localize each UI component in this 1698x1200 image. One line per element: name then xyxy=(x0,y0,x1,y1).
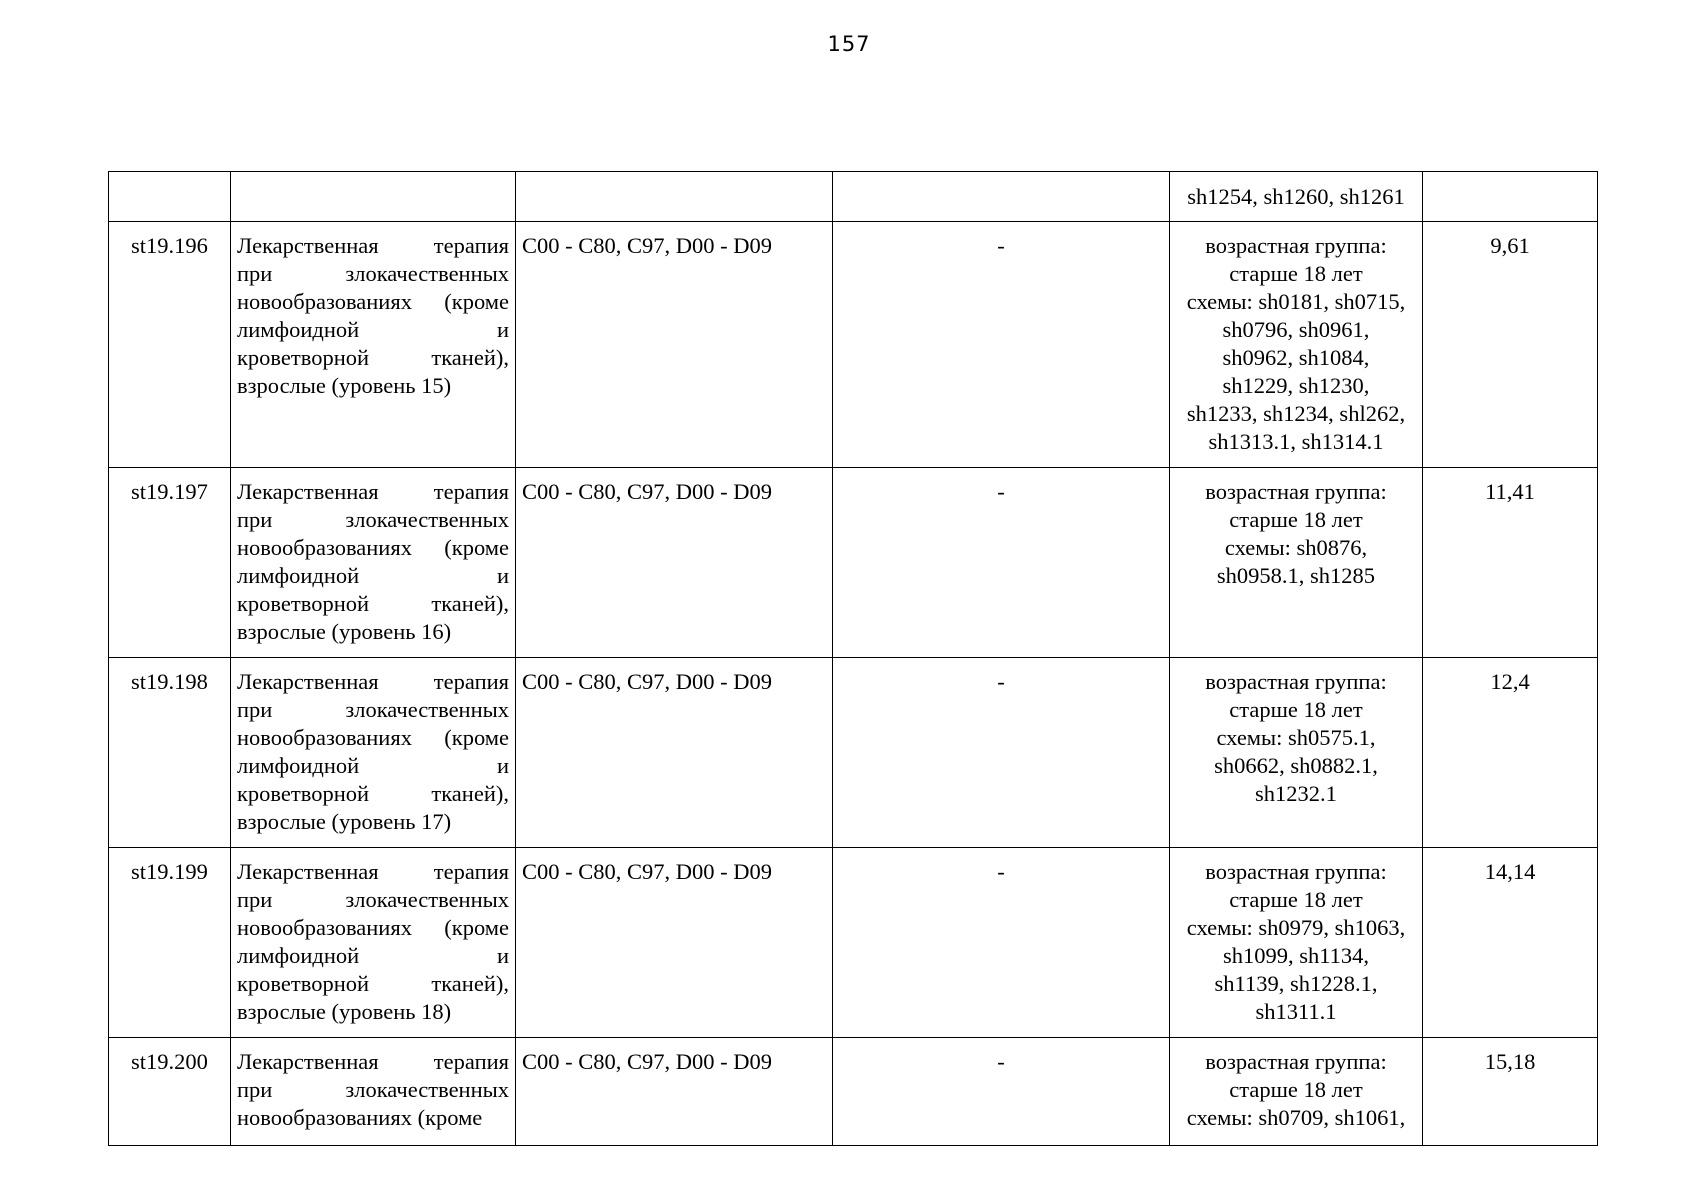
criteria-line: схемы: sh0979, sh1063, xyxy=(1186,915,1406,940)
name-line: новообразованиях (кроме xyxy=(237,725,509,750)
name-line: при злокачественных xyxy=(237,887,509,912)
name-line: кроветворной тканей), xyxy=(237,971,509,996)
cell-coefficient: 11,41 xyxy=(1423,468,1598,658)
cell-dash xyxy=(833,172,1170,222)
cell-dash: - xyxy=(833,848,1170,1038)
table-row xyxy=(109,468,1598,658)
cell-diagnosis: C00 - C80, C97, D00 - D09 xyxy=(516,1038,833,1146)
criteria-line: sh0662, sh0882.1, xyxy=(1214,753,1378,778)
cell-coefficient: 12,4 xyxy=(1423,658,1598,848)
name-line: Лекарственная терапия xyxy=(237,859,509,884)
cell-name xyxy=(231,1038,516,1146)
criteria-line: схемы: sh0575.1, xyxy=(1216,725,1376,750)
criteria-line: старше 18 лет xyxy=(1229,1077,1363,1102)
name-line: лимфоидной и xyxy=(237,317,509,342)
name-line: взрослые (уровень 16) xyxy=(237,619,452,644)
criteria-line: старше 18 лет xyxy=(1229,507,1363,532)
cell-name xyxy=(231,468,516,658)
name-line: новообразованиях (кроме xyxy=(237,1105,483,1130)
criteria-line: старше 18 лет xyxy=(1229,697,1363,722)
cell-diagnosis: C00 - C80, C97, D00 - D09 xyxy=(516,468,833,658)
name-line: взрослые (уровень 17) xyxy=(237,809,452,834)
table-row xyxy=(109,1038,1598,1146)
criteria-line: sh0958.1, sh1285 xyxy=(1216,563,1376,588)
cell-code: st19.199 xyxy=(109,848,231,1038)
criteria-line: sh1139, sh1228.1, xyxy=(1214,971,1378,996)
name-line: взрослые (уровень 18) xyxy=(237,999,452,1024)
criteria-line: возрастная группа: xyxy=(1205,669,1387,694)
cell-code: st19.200 xyxy=(109,1038,231,1146)
table-row xyxy=(109,222,1598,468)
name-line: новообразованиях (кроме xyxy=(237,535,509,560)
cell-code xyxy=(109,172,231,222)
cell-criteria xyxy=(1170,222,1423,468)
cell-name xyxy=(231,848,516,1038)
criteria-line: схемы: sh0709, sh1061, xyxy=(1186,1105,1406,1130)
cell-criteria xyxy=(1170,848,1423,1038)
name-line: при злокачественных xyxy=(237,261,509,286)
name-line: при злокачественных xyxy=(237,507,509,532)
criteria-line: sh1099, sh1134, xyxy=(1222,943,1370,968)
cell-dash: - xyxy=(833,1038,1170,1146)
criteria-line: схемы: sh0181, sh0715, xyxy=(1186,289,1406,314)
cell-dash: - xyxy=(833,222,1170,468)
criteria-line: возрастная группа: xyxy=(1205,479,1387,504)
criteria-line: sh1232.1 xyxy=(1255,781,1337,806)
cell-code: st19.198 xyxy=(109,658,231,848)
name-line: Лекарственная терапия xyxy=(237,479,509,504)
cell-coefficient xyxy=(1423,172,1598,222)
tariff-table xyxy=(108,171,1598,1146)
cell-coefficient: 15,18 xyxy=(1423,1038,1598,1146)
name-line: Лекарственная терапия xyxy=(237,669,509,694)
cell-dash: - xyxy=(833,658,1170,848)
table-row-continuation xyxy=(109,172,1598,222)
cell-criteria xyxy=(1170,1038,1423,1146)
name-line: взрослые (уровень 15) xyxy=(237,373,452,398)
cell-diagnosis: C00 - C80, C97, D00 - D09 xyxy=(516,222,833,468)
table-row xyxy=(109,658,1598,848)
cell-diagnosis: C00 - C80, C97, D00 - D09 xyxy=(516,658,833,848)
cell-name xyxy=(231,222,516,468)
criteria-line: схемы: sh0876, xyxy=(1224,535,1368,560)
name-line: при злокачественных xyxy=(237,697,509,722)
name-line: кроветворной тканей), xyxy=(237,345,509,370)
cell-dash: - xyxy=(833,468,1170,658)
name-line: новообразованиях (кроме xyxy=(237,915,509,940)
page-number: 157 xyxy=(827,32,871,56)
cell-criteria: sh1254, sh1260, sh1261 xyxy=(1170,172,1423,222)
criteria-line: старше 18 лет xyxy=(1229,261,1363,286)
cell-coefficient: 9,61 xyxy=(1423,222,1598,468)
cell-diagnosis xyxy=(516,172,833,222)
criteria-line: sh0796, sh0961, xyxy=(1222,317,1370,342)
criteria-line: sh1229, sh1230, xyxy=(1222,373,1370,398)
cell-name xyxy=(231,172,516,222)
criteria-line: sh0962, sh1084, xyxy=(1222,345,1370,370)
cell-criteria xyxy=(1170,658,1423,848)
cell-criteria xyxy=(1170,468,1423,658)
name-line: лимфоидной и xyxy=(237,753,509,778)
criteria-line: sh1311.1 xyxy=(1255,999,1337,1024)
cell-diagnosis: C00 - C80, C97, D00 - D09 xyxy=(516,848,833,1038)
name-line: кроветворной тканей), xyxy=(237,591,509,616)
name-line: при злокачественных xyxy=(237,1077,509,1102)
name-line: лимфоидной и xyxy=(237,943,509,968)
cell-name xyxy=(231,658,516,848)
criteria-line: возрастная группа: xyxy=(1205,1049,1387,1074)
criteria-line: sh1313.1, sh1314.1 xyxy=(1208,429,1384,454)
criteria-line: возрастная группа: xyxy=(1205,233,1387,258)
cell-code: st19.197 xyxy=(109,468,231,658)
table-row xyxy=(109,848,1598,1038)
name-line: новообразованиях (кроме xyxy=(237,289,509,314)
name-line: Лекарственная терапия xyxy=(237,1049,509,1074)
name-line: лимфоидной и xyxy=(237,563,509,588)
cell-code: st19.196 xyxy=(109,222,231,468)
criteria-line: возрастная группа: xyxy=(1205,859,1387,884)
criteria-line: старше 18 лет xyxy=(1229,887,1363,912)
name-line: кроветворной тканей), xyxy=(237,781,509,806)
name-line: Лекарственная терапия xyxy=(237,233,509,258)
cell-coefficient: 14,14 xyxy=(1423,848,1598,1038)
criteria-line: sh1233, sh1234, shl262, xyxy=(1186,401,1406,426)
